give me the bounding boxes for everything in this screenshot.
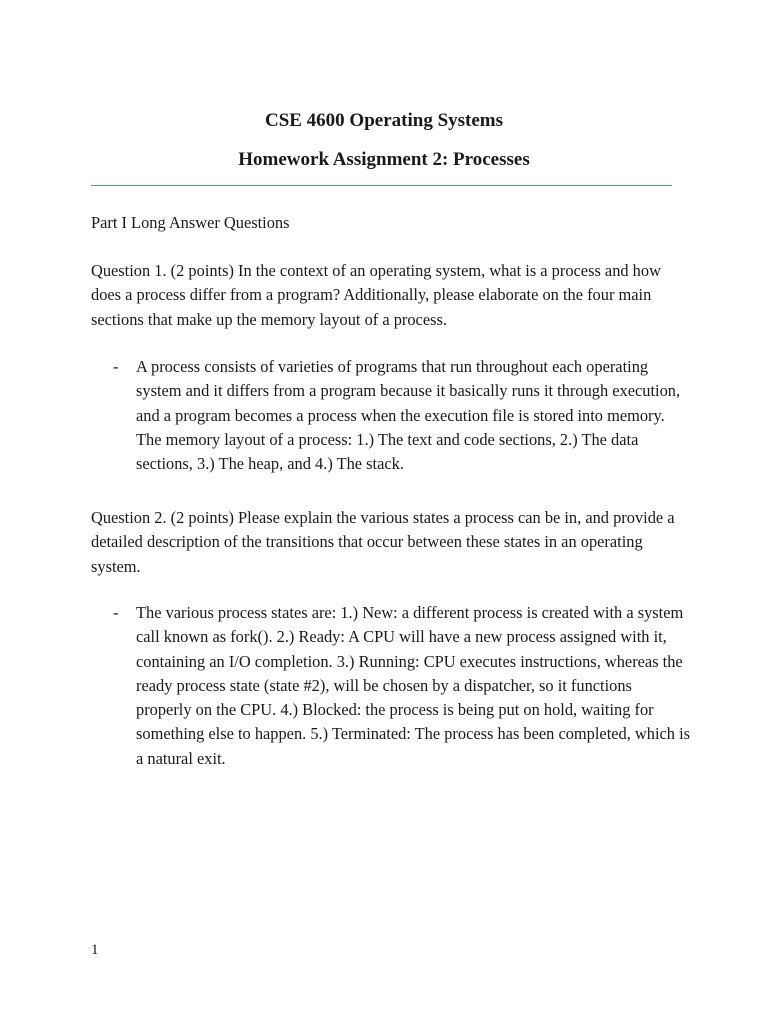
bullet-dash: - bbox=[113, 357, 119, 376]
page-number: 1 bbox=[91, 942, 99, 958]
title-divider bbox=[91, 185, 672, 186]
course-title: CSE 4600 Operating Systems bbox=[264, 110, 504, 131]
section-heading: Part I Long Answer Questions bbox=[91, 213, 290, 232]
question-1-prompt: Question 1. (2 points) In the context of an operating system, what is a process and how does a process differ from a program? Additionally, please elaborate on the four main sections that make up the memory layout of a process. bbox=[91, 261, 661, 329]
question-2-answer-text: The various process states are: 1.) New: a different process is created with a system call known as fork(). 2.) Ready: A CPU will have a new process assigned with it, containing an I/O completion. 3.) Running: CPU executes instructions, whereas the ready process state (state #2), will be chosen by a dispatcher, so it functions properly on the CPU. 4.) Blocked: the process is being put on hold, waiting for something else to happen. 5.) Terminated: The process has been completed, which is a natural exit. bbox=[136, 603, 691, 768]
bullet-dash: - bbox=[113, 603, 119, 622]
question-1-answer-text: A process consists of varieties of programs that run throughout each operating system and it differs from a program because it basically runs it through execution, and a program becomes a process when the execution file is stored into memory. The memory layout of a process: 1.) The text and code sections, 2.) The data sections, 3.) The heap, and 4.) The stack. bbox=[136, 357, 681, 474]
question-2-prompt: Question 2. (2 points) Please explain the various states a process can be in, and provide a detailed description of the transitions that occur between these states in an operating system. bbox=[91, 508, 675, 576]
assignment-title: Homework Assignment 2: Processes bbox=[238, 149, 530, 170]
